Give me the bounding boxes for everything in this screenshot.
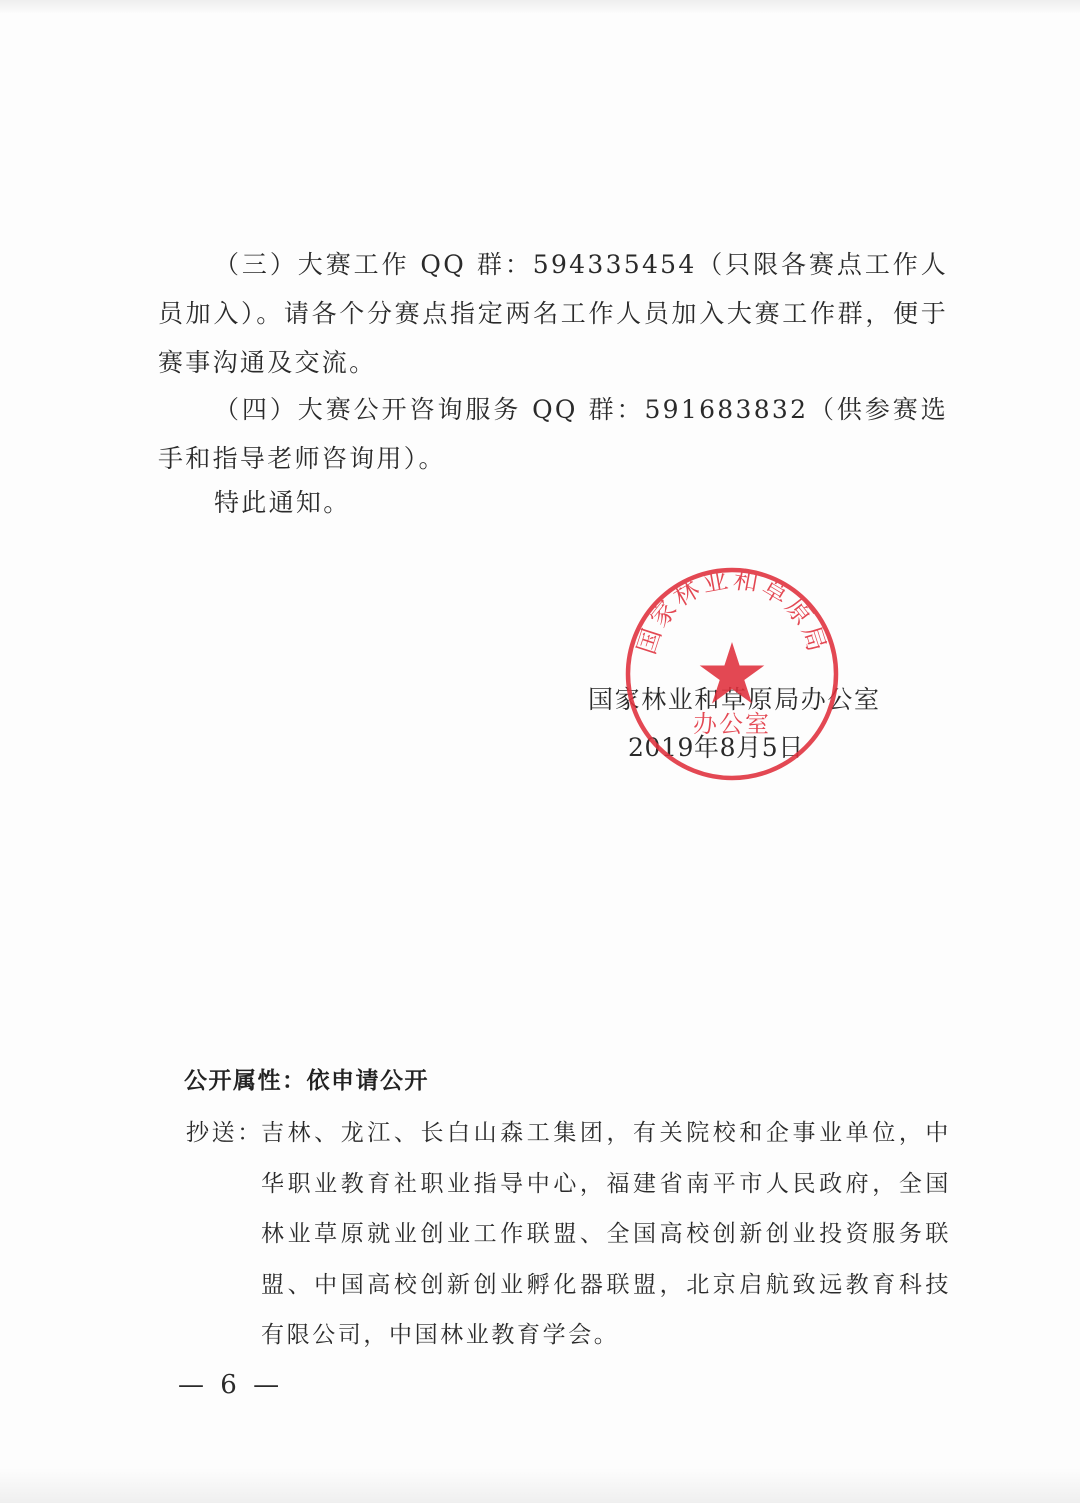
signature-date: 2019年8月5日	[628, 733, 804, 762]
scan-edge-top	[0, 0, 1080, 14]
closing-text: 特此通知。	[214, 488, 351, 517]
signature-organization: 国家林业和草原局办公室	[588, 685, 881, 714]
scan-edge-bottom	[0, 1468, 1080, 1503]
seal-ring-text: 国家林业和草原局	[631, 564, 833, 658]
cc-recipients: 吉林、龙江、长白山森工集团，有关院校和企事业单位，中华职业教育社职业指导中心，福建省南平市人民政府，全国林业草原就业创业工作联盟、全国高校创新创业投资服务联盟、中国高校创新创业孵化器联盟，北京启航致远教育科技有限公司，中国林业教育学会。	[261, 1120, 951, 1348]
official-seal	[622, 564, 842, 784]
cc-label: 抄送：	[186, 1120, 263, 1146]
paragraph-consult-group: （四）大赛公开咨询服务 QQ 群：591683832（供参赛选手和指导老师咨询用）。	[158, 395, 948, 473]
page-number: — 6 —	[178, 1370, 284, 1400]
star-icon	[700, 642, 765, 704]
paragraph-work-group: （三）大赛工作 QQ 群：594335454（只限各赛点工作人员加入）。请各个分赛点指定两名工作人员加入大赛工作群，便于赛事沟通及交流。	[158, 250, 948, 377]
disclosure-attribute: 公开属性：依申请公开	[184, 1068, 429, 1094]
seal-bottom-text: 办公室	[693, 710, 771, 738]
